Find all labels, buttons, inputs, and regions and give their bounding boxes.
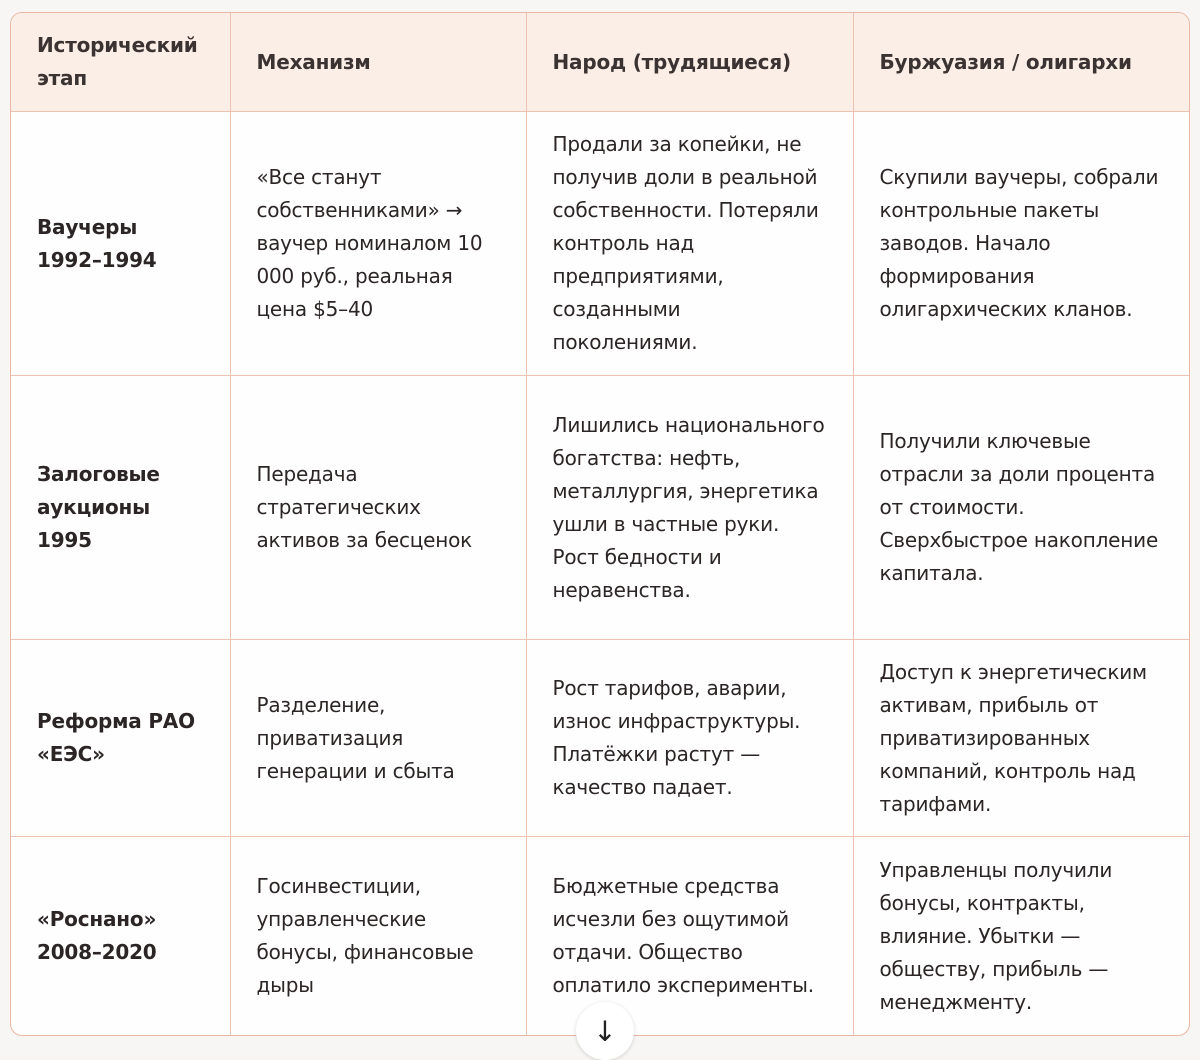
scroll-down-button[interactable]	[576, 1002, 634, 1060]
cell-mechanism: Разделение, приватизация генерации и сбыта	[230, 640, 526, 837]
cell-stage: «Роснано» 2008–2020	[11, 837, 230, 1035]
cell-people: Продали за копейки, не получив доли в реальной собственности. Потеряли контроль над предприятиями, созданными поколениями.	[526, 112, 853, 376]
cell-people: Бюджетные средства исчезли без ощутимой отдачи. Общество оплатило эксперименты.	[526, 837, 853, 1035]
header-bourgeoisie: Буржуазия / олигархи	[853, 13, 1189, 112]
cell-mechanism: Госинвестиции, управленческие бонусы, финансовые дыры	[230, 837, 526, 1035]
cell-stage: Залоговые аукционы 1995	[11, 376, 230, 640]
cell-stage: Реформа РАО «ЕЭС»	[11, 640, 230, 837]
header-mechanism: Механизм	[230, 13, 526, 112]
table-header-row	[11, 13, 1189, 112]
cell-stage: Ваучеры 1992–1994	[11, 112, 230, 376]
cell-people: Лишились национального богатства: нефть, металлургия, энергетика ушли в частные руки. Рост бедности и неравенства.	[526, 376, 853, 640]
header-people: Народ (трудящиеся)	[526, 13, 853, 112]
arrow-down-icon: ↓	[593, 1014, 617, 1048]
table-row	[11, 376, 1189, 640]
privatization-table	[10, 12, 1190, 1036]
cell-bourgeoisie: Управленцы получили бонусы, контракты, влияние. Убытки — обществу, прибыль — менеджменту.	[853, 837, 1189, 1035]
cell-mechanism: «Все станут собственниками» → ваучер номиналом 10 000 руб., реальная цена $5–40	[230, 112, 526, 376]
table-row	[11, 112, 1189, 376]
cell-bourgeoisie: Доступ к энергетическим активам, прибыль от приватизированных компаний, контроль над тарифами.	[853, 640, 1189, 837]
header-stage: Исторический этап	[11, 13, 230, 112]
cell-mechanism: Передача стратегических активов за бесценок	[230, 376, 526, 640]
cell-people: Рост тарифов, аварии, износ инфраструктуры. Платёжки растут — качество падает.	[526, 640, 853, 837]
table-row	[11, 640, 1189, 837]
cell-bourgeoisie: Скупили ваучеры, собрали контрольные пакеты заводов. Начало формирования олигархических кланов.	[853, 112, 1189, 376]
cell-bourgeoisie: Получили ключевые отрасли за доли процента от стоимости. Сверхбыстрое накопление капитала.	[853, 376, 1189, 640]
